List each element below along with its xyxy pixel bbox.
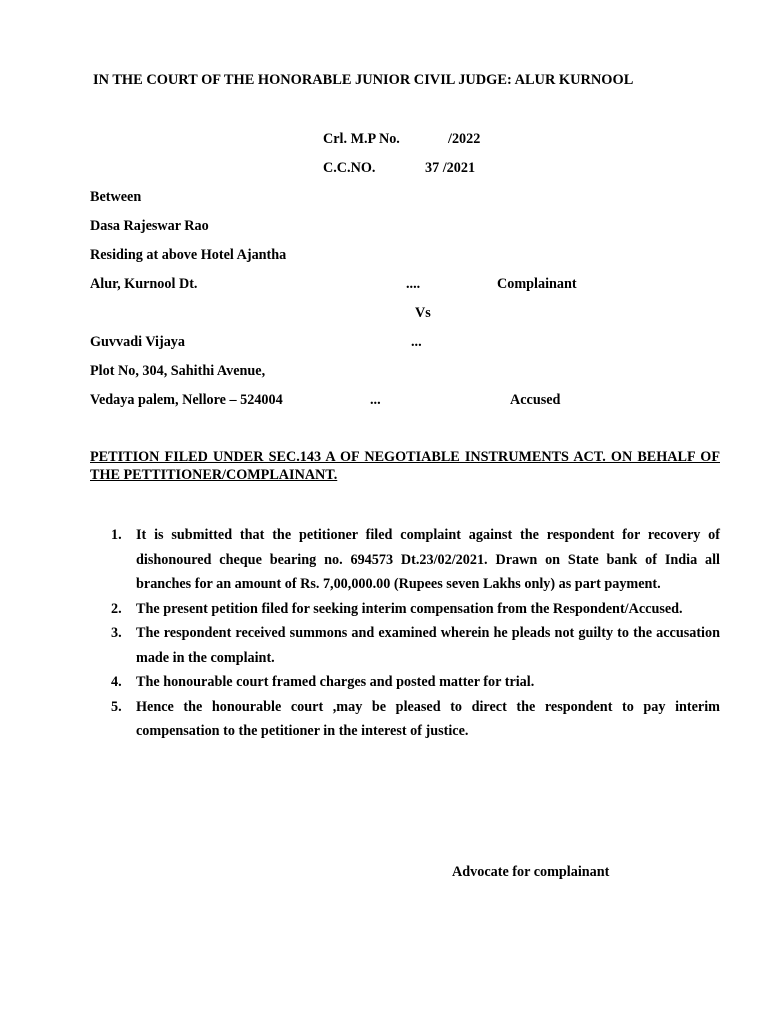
complainant-dots: .... [406, 276, 421, 292]
between-label: Between [90, 189, 142, 205]
complainant-name: Dasa Rajeswar Rao [90, 218, 209, 234]
accused-name-dots: ... [411, 334, 422, 350]
petition-points-list [111, 523, 720, 744]
list-item [111, 523, 720, 597]
list-item-text: It is submitted that the petitioner filed complaint against the respondent for recovery of dishonoured cheque bearing no. 694573 Dt.23/02/2021. Drawn on State bank of India all branches for an amount of Rs. 7,00,000.00 (Rupees seven Lakhs only) as part payment. [136, 527, 720, 592]
cc-no-value: 37 /2021 [425, 160, 476, 176]
list-item-number: 2. [111, 600, 122, 617]
advocate-signature-label: Advocate for complainant [452, 864, 610, 880]
accused-dots: ... [370, 392, 381, 408]
list-item-text: Hence the honourable court ,may be pleased to direct the respondent to pay interim compensation to the petitioner in the interest of justice. [136, 698, 720, 739]
list-item-number: 3. [111, 625, 122, 641]
accused-address-line2: Vedaya palem, Nellore – 524004 [90, 392, 283, 408]
versus-label: Vs [415, 305, 431, 321]
accused-role: Accused [510, 392, 561, 408]
crl-mp-label: Crl. M.P No. [323, 131, 400, 147]
complainant-address-line2: Alur, Kurnool Dt. [90, 276, 198, 292]
list-item [111, 621, 720, 670]
list-item-text: The present petition filed for seeking interim compensation from the Respondent/Accused. [136, 600, 683, 617]
crl-mp-value: /2022 [448, 131, 481, 147]
accused-address-line1: Plot No, 304, Sahithi Avenue, [90, 363, 266, 379]
list-item-number: 5. [111, 698, 122, 715]
list-item [111, 597, 720, 622]
court-title: IN THE COURT OF THE HONORABLE JUNIOR CIVIL JUDGE: ALUR KURNOOL [93, 72, 634, 88]
list-item-number: 4. [111, 674, 122, 690]
list-item-number: 1. [111, 527, 122, 543]
accused-name: Guvvadi Vijaya [90, 334, 185, 350]
petition-heading: PETITION FILED UNDER SEC.143 A OF NEGOTIABLE INSTRUMENTS ACT. ON BEHALF OF THE PETTITIONER/COMPLAINANT. [90, 449, 720, 483]
complainant-address-line1: Residing at above Hotel Ajantha [90, 247, 287, 263]
complainant-role: Complainant [497, 276, 577, 292]
list-item [111, 695, 720, 744]
cc-no-label: C.C.NO. [323, 160, 376, 176]
list-item-text: The respondent received summons and examined wherein he pleads not guilty to the accusation made in the complaint. [136, 625, 720, 666]
list-item-text: The honourable court framed charges and posted matter for trial. [136, 674, 535, 690]
list-item [111, 670, 720, 695]
